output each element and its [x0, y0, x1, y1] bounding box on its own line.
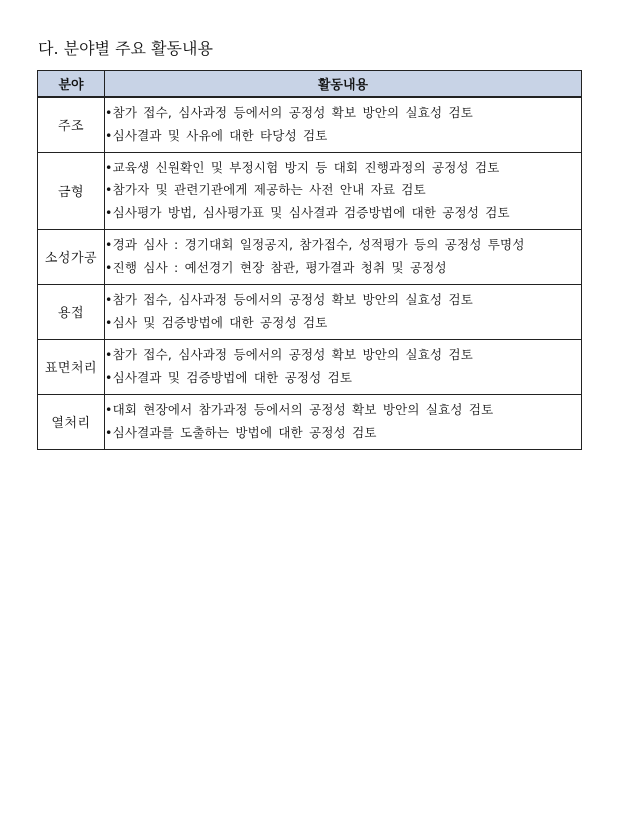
activity-item: •참가 접수, 심사과정 등에서의 공정성 확보 방안의 실효성 검토 [105, 105, 474, 121]
activity-item: •참가자 및 관련기관에게 제공하는 사전 안내 자료 검토 [105, 182, 426, 198]
header-field: 분야 [38, 71, 105, 98]
activity-item: •진행 심사 : 예선경기 현장 참관, 평가결과 청취 및 공정성 [105, 259, 447, 275]
activity-item: •심사 및 검증방법에 대한 공정성 검토 [105, 314, 328, 330]
field-cell: 금형 [38, 152, 105, 229]
activity-cell [105, 284, 582, 339]
section-title: 다. 분야별 주요 활동내용 [38, 39, 213, 58]
table-row [38, 152, 582, 229]
table-row [38, 229, 582, 284]
activity-item: •심사결과 및 사유에 대한 타당성 검토 [105, 127, 328, 143]
table-row [38, 97, 582, 152]
activity-cell [105, 339, 582, 394]
activity-table [37, 70, 582, 450]
activity-item: •심사결과를 도출하는 방법에 대한 공정성 검토 [105, 424, 377, 440]
activity-cell [105, 229, 582, 284]
field-cell: 표면처리 [38, 339, 105, 394]
field-cell: 주조 [38, 97, 105, 152]
activity-item: •심사결과 및 검증방법에 대한 공정성 검토 [105, 369, 353, 385]
field-cell: 열처리 [38, 394, 105, 449]
table-row [38, 339, 582, 394]
activity-item: •교육생 신원확인 및 부정시험 방지 등 대회 진행과정의 공정성 검토 [105, 159, 500, 175]
activity-item: •참가 접수, 심사과정 등에서의 공정성 확보 방안의 실효성 검토 [105, 292, 474, 307]
table-row [38, 394, 582, 449]
activity-item: •대회 현장에서 참가과정 등에서의 공정성 확보 방안의 실효성 검토 [105, 402, 494, 417]
header-activity: 활동내용 [105, 71, 582, 98]
activity-item: •심사평가 방법, 심사평가표 및 심사결과 검증방법에 대한 공정성 검토 [105, 204, 510, 220]
activity-cell [105, 97, 582, 152]
activity-cell [105, 152, 582, 229]
table-header-row [38, 71, 582, 98]
table-row [38, 284, 582, 339]
activity-item: •경과 심사 : 경기대회 일정공지, 참가접수, 성적평가 등의 공정성 투명성 [105, 237, 525, 252]
field-cell: 소성가공 [38, 229, 105, 284]
activity-item: •참가 접수, 심사과정 등에서의 공정성 확보 방안의 실효성 검토 [105, 347, 474, 362]
field-cell: 용접 [38, 284, 105, 339]
activity-cell [105, 394, 582, 449]
